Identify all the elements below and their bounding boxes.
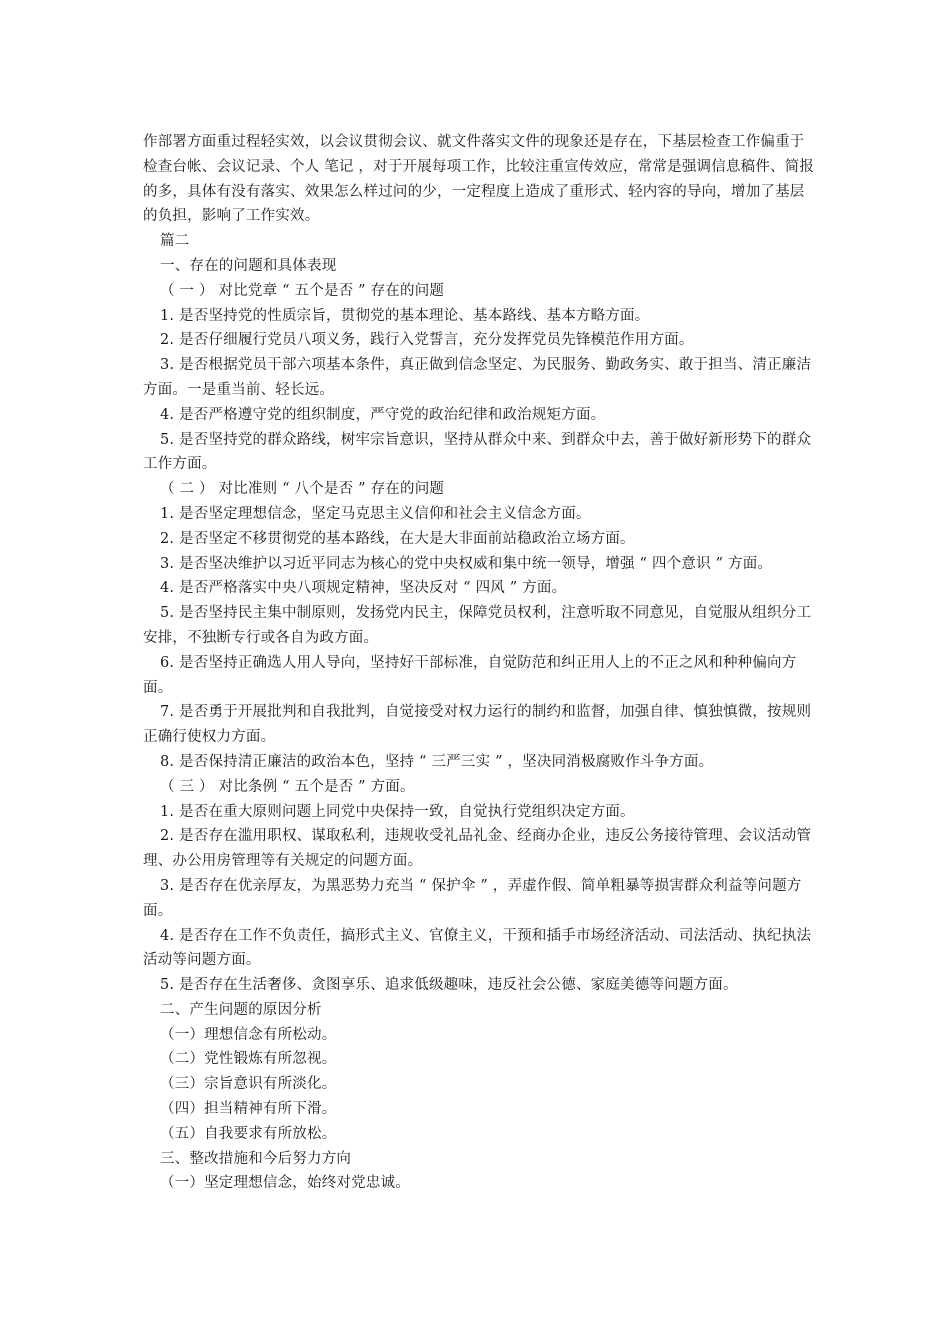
list-item: 7. 是否勇于开展批判和自我批判，自觉接受对权力运行的制约和监督，加强自律、慎独慎微，按规则正确行使权力方面。: [143, 704, 812, 746]
list-item: （五）自我要求有所放松。: [160, 1125, 337, 1142]
paragraph: 作部署方面重过程轻实效，以会议贯彻会议、就文件落实文件的现象还是存在，下基层检查工作偏重于检查台帐、会议记录、个人 笔记 ，对于开展每项工作，比较注重宣传效应，常常是强调信息稿件、简报的多，具体有没有落实、效果怎么样过问的少，一定程度上造成了重形式、轻内容的导向，增加了基层的负担，影响了工作实效。: [143, 134, 815, 225]
list-item: 3. 是否坚决维护以习近平同志为核心的党中央权威和集中统一领导，增强 “ 四个意识 ” 方面。: [160, 555, 773, 572]
list-item: （一）坚定理想信念，始终对党忠诚。: [160, 1175, 410, 1192]
section-heading: 一、存在的问题和具体表现: [160, 257, 337, 274]
section-heading: 二、产生问题的原因分析: [160, 1001, 322, 1018]
subsection-heading: （ 三 ） 对比条例 “ 五个是否 ” 方面。: [160, 778, 415, 795]
list-item: 5. 是否坚持民主集中制原则，发扬党内民主，保障党员权利，注意听取不同意见，自觉服从组织分工安排，不独断专行或各自为政方面。: [143, 605, 812, 646]
list-item: 6. 是否坚持正确选人用人导向，坚持好干部标准，自觉防范和纠正用人上的不正之风和种种偏向方面。: [143, 654, 797, 696]
list-item: 4. 是否严格落实中央八项规定精神，坚决反对 “ 四风 ” 方面。: [160, 580, 567, 597]
section-heading: 篇二: [160, 233, 190, 250]
list-item: （三）宗旨意识有所淡化。: [160, 1076, 337, 1093]
section-heading: 三、整改措施和今后努力方向: [160, 1150, 352, 1167]
list-item: 4. 是否存在工作不负责任，搞形式主义、官僚主义，干预和插手市场经济活动、司法活动、执纪执法活动等问题方面。: [143, 927, 812, 969]
list-item: 1. 是否在重大原则问题上同党中央保持一致，自觉执行党组织决定方面。: [160, 803, 635, 820]
list-item: （一）理想信念有所松动。: [160, 1026, 337, 1043]
list-item: 8. 是否保持清正廉洁的政治本色，坚持 “ 三严三实 ” ，坚决同消极腐败作斗争方面。: [160, 753, 714, 770]
list-item: 4. 是否严格遵守党的组织制度，严守党的政治纪律和政治规矩方面。: [160, 406, 606, 423]
subsection-heading: （ 一 ） 对比党章 “ 五个是否 ” 存在的问题: [160, 282, 445, 299]
list-item: 5. 是否存在生活奢侈、贪图享乐、追求低级趣味，违反社会公德、家庭美德等问题方面。: [160, 977, 738, 994]
list-item: 3. 是否根据党员干部六项基本条件，真正做到信念坚定、为民服务、勤政务实、敢于担当、清正廉洁方面。一是重当前、轻长远。: [143, 357, 812, 398]
document-body: [143, 130, 815, 1196]
subsection-heading: （ 二 ） 对比准则 “ 八个是否 ” 存在的问题: [160, 481, 445, 498]
list-item: 2. 是否仔细履行党员八项义务，践行入党誓言，充分发挥党员先锋模范作用方面。: [160, 332, 694, 349]
list-item: 2. 是否坚定不移贯彻党的基本路线，在大是大非面前站稳政治立场方面。: [160, 530, 635, 547]
list-item: 3. 是否存在优亲厚友，为黑恶势力充当 “ 保护伞 ” ，弄虚作假、简单粗暴等损害群众利益等问题方面。: [143, 877, 802, 919]
list-item: （四）担当精神有所下滑。: [160, 1101, 337, 1118]
list-item: 1. 是否坚定理想信念，坚定马克思主义信仰和社会主义信念方面。: [160, 505, 591, 522]
list-item: 5. 是否坚持党的群众路线，树牢宗旨意识，坚持从群众中来、到群众中去，善于做好新形势下的群众工作方面。: [143, 431, 812, 473]
list-item: 2. 是否存在滥用职权、谋取私利，违规收受礼品礼金、经商办企业，违反公务接待管理、会议活动管理、办公用房管理等有关规定的问题方面。: [143, 828, 812, 870]
list-item: 1. 是否坚持党的性质宗旨，贯彻党的基本理论、基本路线、基本方略方面。: [160, 307, 650, 324]
list-item: （二）党性锻炼有所忽视。: [160, 1051, 337, 1068]
